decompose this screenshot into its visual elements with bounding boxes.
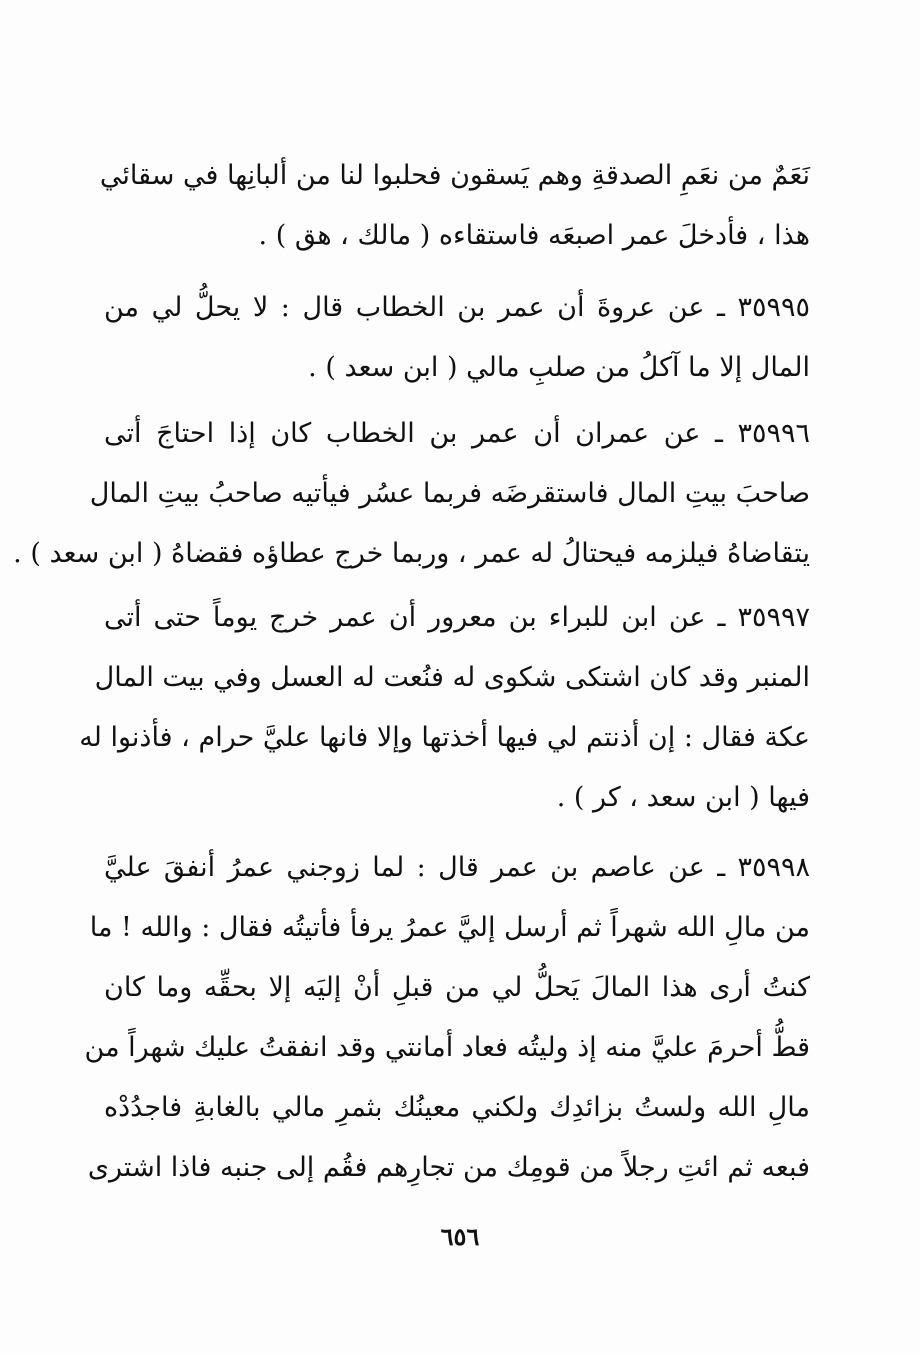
- text-line: ٣٥٩٩٨ ـ عن عاصم بن عمر قال : لما زوجني عمرُ أنفقَ عليَّ: [104, 852, 810, 883]
- text-line: فيها ( ابن سعد ، كر ) .: [556, 782, 810, 813]
- text-line: ٣٥٩٩٧ ـ عن ابن للبراء بن معرور أن عمر خرج يوماً حتى أتى: [104, 602, 810, 633]
- text-line: ٣٥٩٩٥ ـ عن عروةَ أن عمر بن الخطاب قال : لا يحلُّ لي من: [104, 292, 810, 323]
- paragraph-5-hadith-35998: [84, 838, 810, 1198]
- paragraph-1: [99, 146, 810, 266]
- text-line: المنبر وقد كان اشتكى شكوى له فنُعت له العسل وفي بيت المال: [94, 662, 810, 693]
- paragraph-4-hadith-35997: [79, 588, 810, 828]
- text-line: يتقاضاهُ فيلزمه فيحتالُ له عمر ، وربما خرج عطاؤه فقضاهُ ( ابن سعد ) .: [13, 538, 810, 569]
- text-line: عكة فقال : إن أذنتم لي فيها أخذتها وإلا فانها عليَّ حرام ، فأذنوا له: [79, 722, 810, 753]
- paragraph-3-hadith-35996: [13, 404, 810, 584]
- text-line: كنتُ أرى هذا المالَ يَحلُّ لي من قبلِ أنْ إليَه إلا بحقِّه وما كان: [104, 972, 810, 1003]
- text-line: ٣٥٩٩٦ ـ عن عمران أن عمر بن الخطاب كان إذا احتاجَ أتى: [104, 418, 810, 449]
- text-line: قطُّ أحرمَ عليَّ منه إذ وليتُه فعاد أمانتي وقد انفقتُ عليك شهراً من: [84, 1032, 810, 1063]
- text-line: هذا ، فأدخلَ عمر اصبعَه فاستقاءه ( مالك ، هق ) .: [258, 220, 810, 251]
- text-line: فبعه ثم ائتِ رجلاً من قومِك من تجارِهم فقُم إلى جنبه فاذا اشترى: [87, 1152, 810, 1183]
- text-line: نَعَمٌ من نعَمِ الصدقةِ وهم يَسقون فحلبوا لنا من ألبانِها في سقائي: [99, 160, 810, 191]
- text-line: المال إلا ما آكلُ من صلبِ مالي ( ابن سعد ) .: [308, 352, 810, 383]
- text-line: من مالِ الله شهراً ثم أرسل إليَّ عمرُ يرفأ فأتيتُه فقال : والله ! ما: [89, 912, 810, 943]
- page-number: ٦٥٦: [440, 1222, 480, 1251]
- text-line: صاحبَ بيتِ المال فاستقرضَه فربما عسُر فيأتيه صاحبُ بيتِ المال: [89, 478, 810, 509]
- text-line: مالِ الله ولستُ بزائدِك ولكني معينُك بثمرِ مالي بالغابةِ فاجدُدْه: [104, 1092, 810, 1123]
- paragraph-2-hadith-35995: [104, 278, 810, 398]
